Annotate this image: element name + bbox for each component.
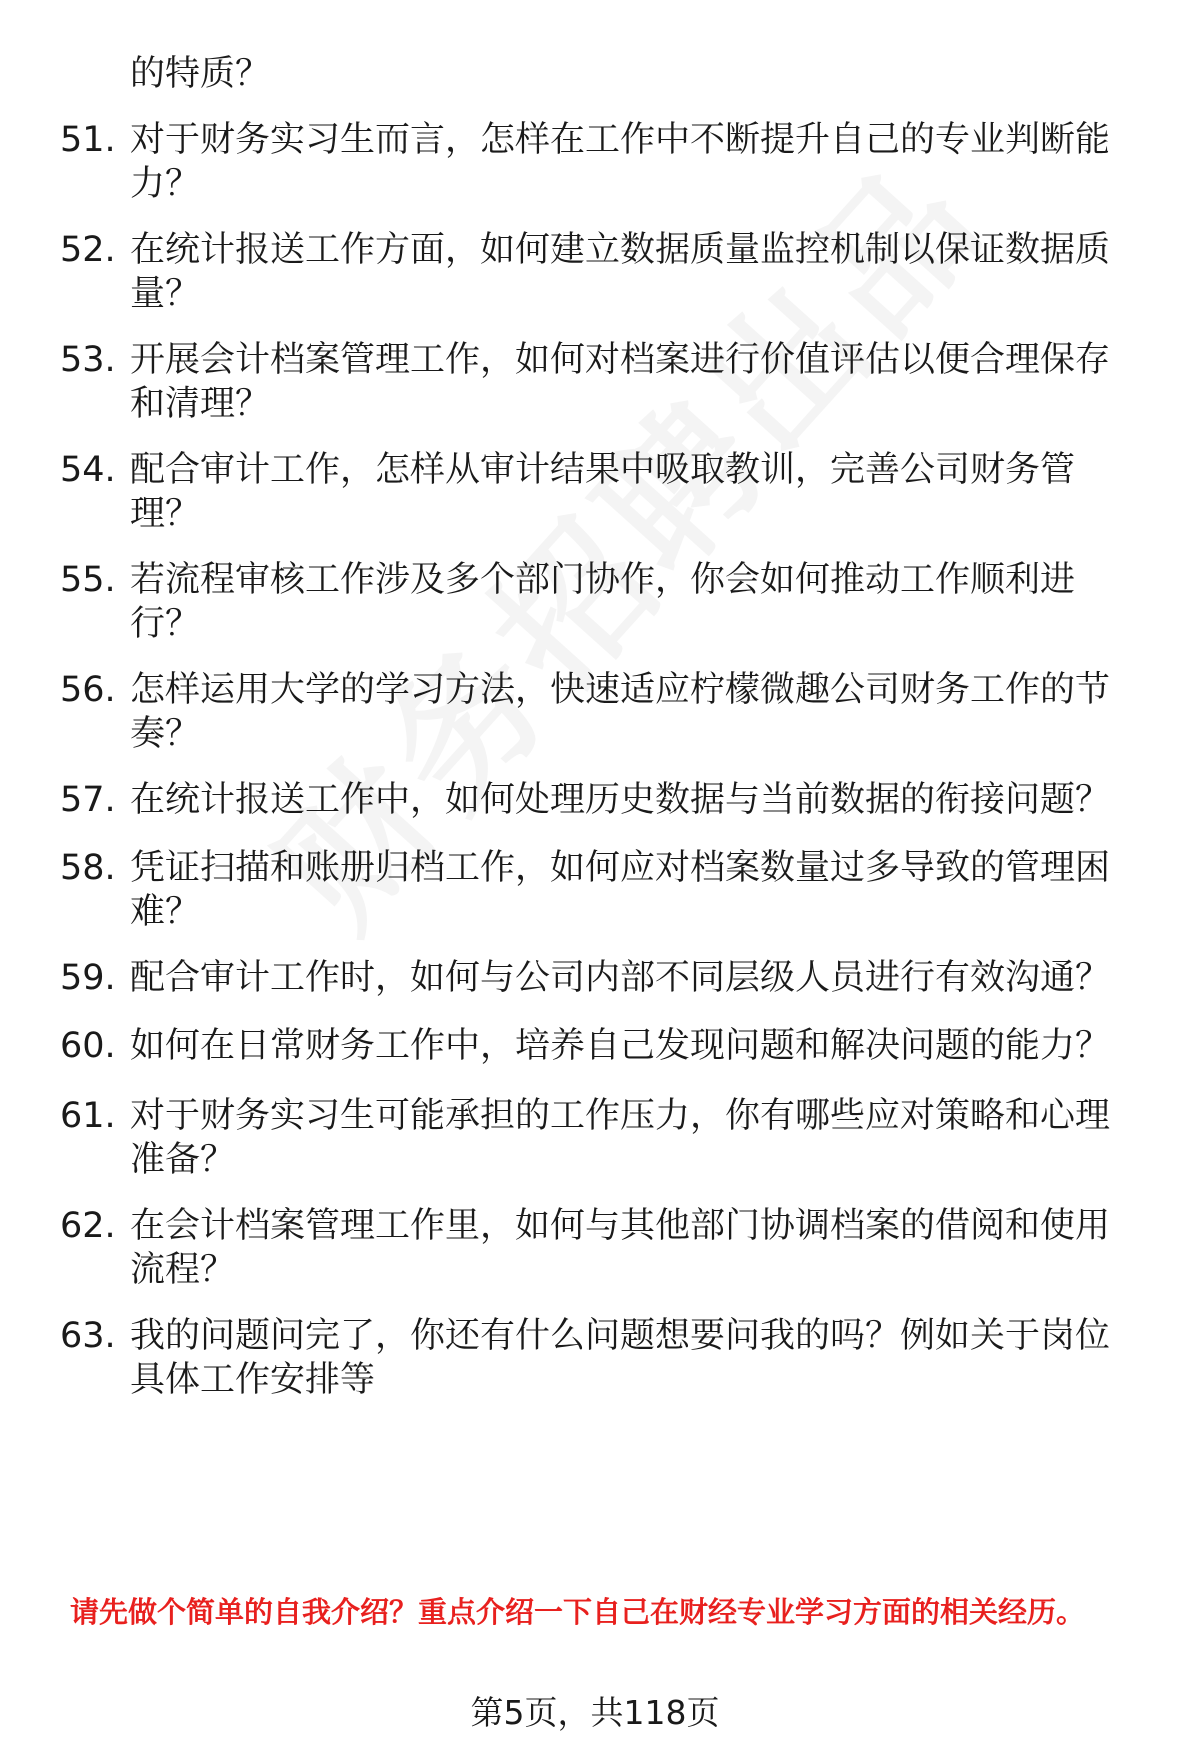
question-text: 具体工作安排等 [130,1360,376,1400]
question-text: 对于财务实习生而言，怎样在工作中不断提升自己的专业判断能 [130,120,1111,160]
question-text: 和清理？ [130,384,271,424]
question-number: 57. [60,780,116,820]
question-text: 配合审计工作时，如何与公司内部不同层级人员进行有效沟通？ [130,958,1111,998]
question-number: 59. [60,958,116,998]
question-text: 行？ [130,604,201,644]
question-number: 53. [60,340,116,380]
question-number: 52. [60,230,116,270]
question-number: 61. [60,1096,116,1136]
continuation-line: 的特质？ [130,54,271,94]
question-number: 58. [60,848,116,888]
question-text: 若流程审核工作涉及多个部门协作，你会如何推动工作顺利进 [130,560,1076,600]
question-text: 量？ [130,274,201,314]
question-number: 51. [60,120,116,160]
question-number: 54. [60,450,116,490]
question-number: 55. [60,560,116,600]
question-text: 配合审计工作，怎样从审计结果中吸取教训，完善公司财务管 [130,450,1076,490]
question-number: 63. [60,1316,116,1356]
question-text: 凭证扫描和账册归档工作，如何应对档案数量过多导致的管理困 [130,848,1111,888]
question-number: 56. [60,670,116,710]
question-text: 对于财务实习生可能承担的工作压力，你有哪些应对策略和心理 [130,1096,1111,1136]
question-number: 60. [60,1026,116,1066]
page-footer: 第5页，共118页 [470,1693,720,1732]
question-text: 在统计报送工作方面，如何建立数据质量监控机制以保证数据质 [130,230,1111,270]
question-text: 力？ [130,164,201,204]
question-number: 62. [60,1206,116,1246]
question-text: 开展会计档案管理工作，如何对档案进行价值评估以便合理保存 [130,340,1111,380]
question-text: 准备？ [130,1140,236,1180]
highlight-note: 请先做个简单的自我介绍？重点介绍一下自己在财经专业学习方面的相关经历。 [70,1595,1086,1629]
question-text: 难？ [130,892,201,932]
question-text: 我的问题问完了，你还有什么问题想要问我的吗？例如关于岗位 [130,1316,1111,1356]
question-text: 理？ [130,494,201,534]
question-text: 奏？ [130,714,201,754]
question-text: 在统计报送工作中，如何处理历史数据与当前数据的衔接问题？ [130,780,1111,820]
question-text: 在会计档案管理工作里，如何与其他部门协调档案的借阅和使用 [130,1206,1111,1246]
question-text: 怎样运用大学的学习方法，快速适应柠檬微趣公司财务工作的节 [130,670,1111,710]
question-text: 流程？ [130,1250,236,1290]
question-text: 如何在日常财务工作中，培养自己发现问题和解决问题的能力？ [130,1026,1111,1066]
